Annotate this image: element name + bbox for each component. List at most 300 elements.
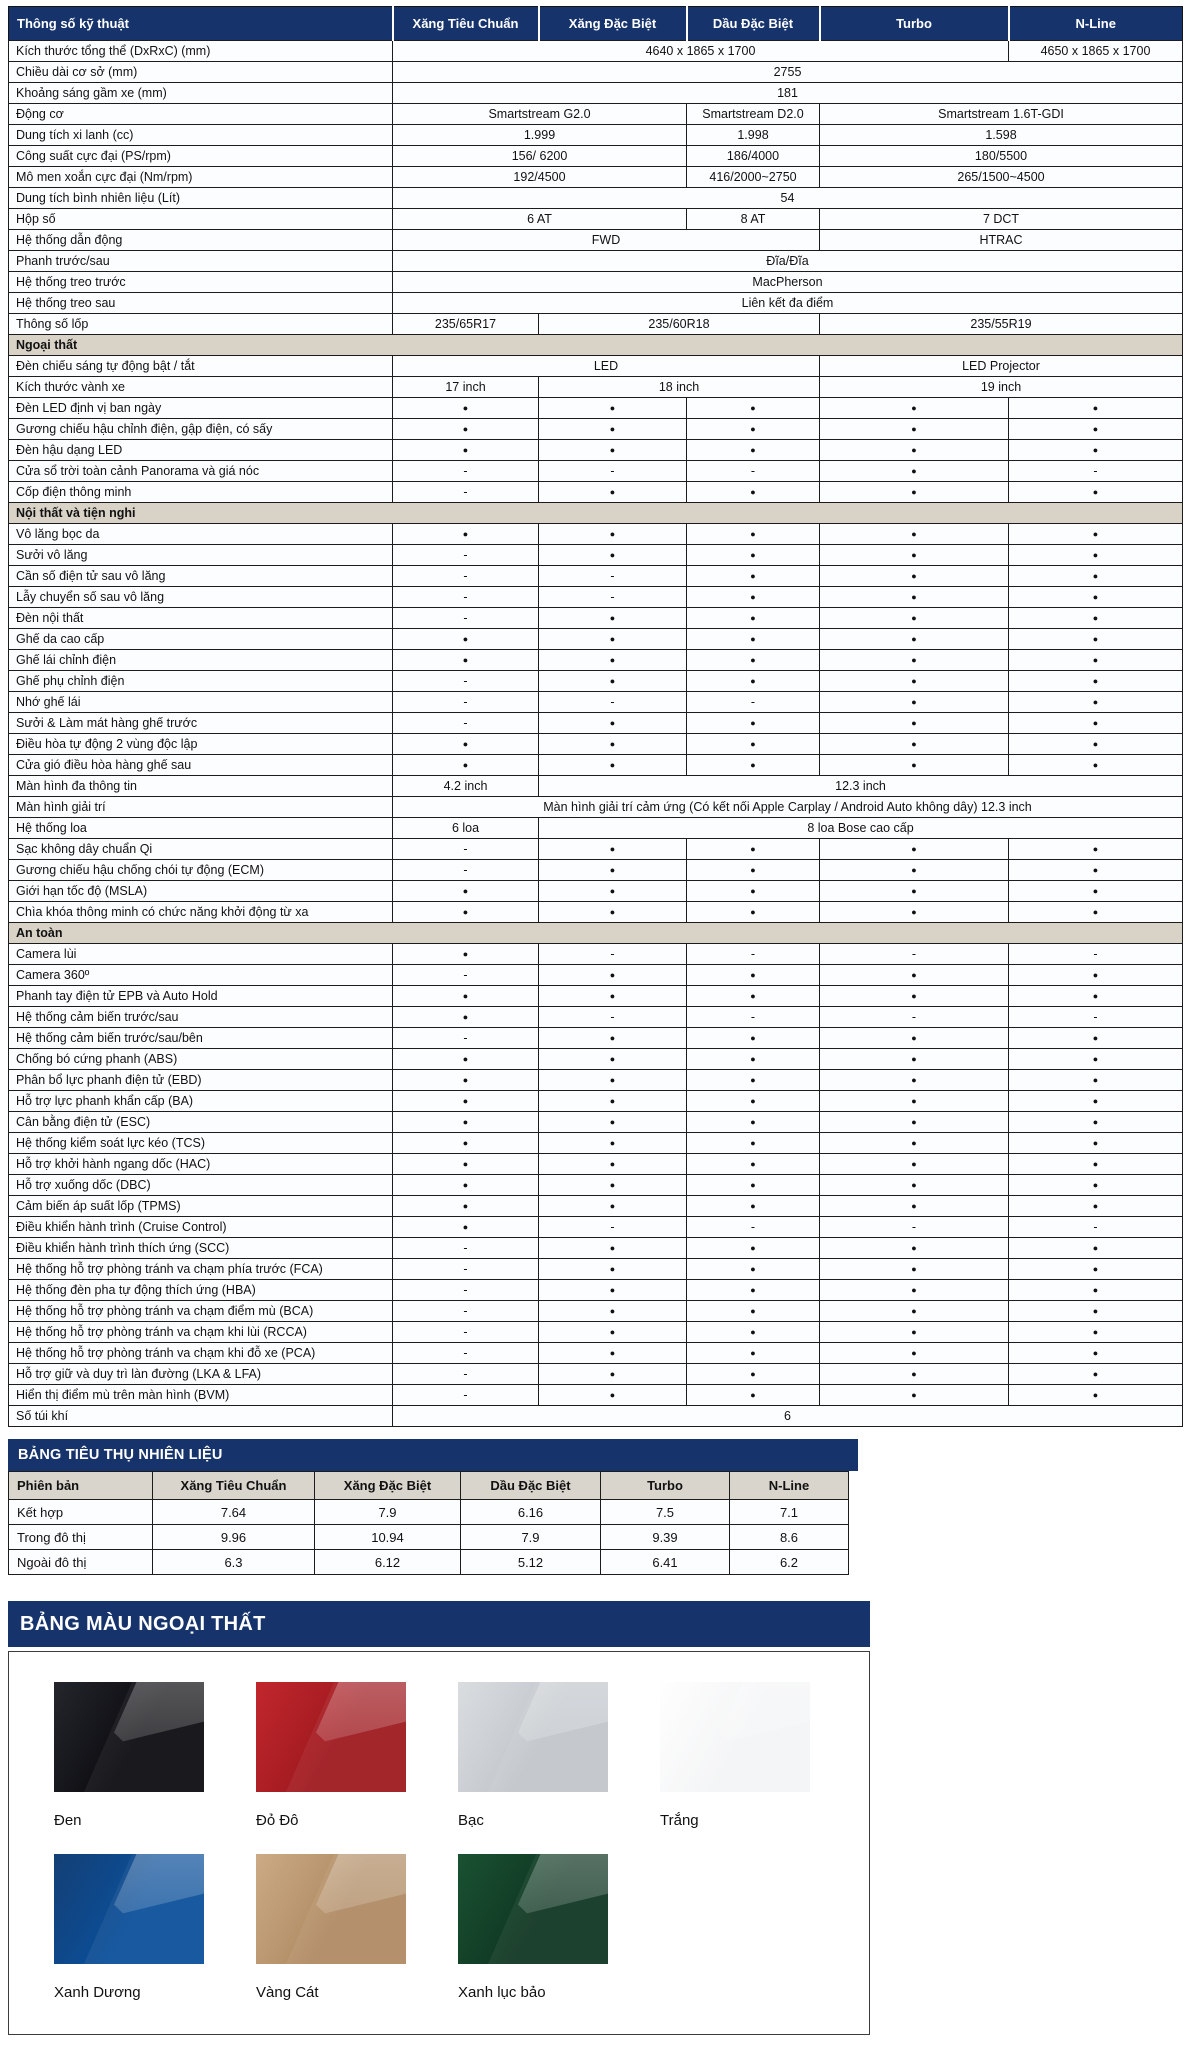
exterior-colors-grid [8, 1651, 870, 2035]
row-label: Số túi khí [9, 1406, 393, 1427]
value-cell: 6 loa [393, 818, 539, 839]
value-cell: ● [1009, 671, 1183, 692]
value-cell: ● [1009, 440, 1183, 461]
value-cell: ● [687, 1322, 820, 1343]
table-row [9, 188, 1183, 209]
spec-col-header: Dầu Đặc Biệt [687, 7, 820, 41]
value-cell: ● [687, 755, 820, 776]
row-label: Kích thước vành xe [9, 377, 393, 398]
color-swatch [256, 1854, 406, 1964]
value-cell: ● [539, 398, 687, 419]
spec-table [8, 6, 1183, 1427]
value-cell: ● [1009, 755, 1183, 776]
value-cell: ● [393, 1196, 539, 1217]
value-cell: Smartstream G2.0 [393, 104, 687, 125]
value-cell: ● [687, 629, 820, 650]
value-cell: 1.998 [687, 125, 820, 146]
fuel-value-cell: 6.41 [601, 1550, 730, 1575]
value-cell: ● [820, 860, 1009, 881]
value-cell: ● [687, 1301, 820, 1322]
table-row [9, 965, 1183, 986]
row-label: Hiển thị điểm mù trên màn hình (BVM) [9, 1385, 393, 1406]
value-cell: ● [539, 1091, 687, 1112]
value-cell: ● [1009, 1154, 1183, 1175]
row-label: Ghế lái chỉnh điện [9, 650, 393, 671]
value-cell: ● [1009, 398, 1183, 419]
table-row [9, 1154, 1183, 1175]
value-cell: - [393, 671, 539, 692]
color-name: Bạc [458, 1812, 484, 1829]
value-cell: - [820, 944, 1009, 965]
color-name: Xanh Dương [54, 1984, 141, 2001]
value-cell: ● [1009, 965, 1183, 986]
value-cell: Smartstream 1.6T-GDI [820, 104, 1183, 125]
value-cell: ● [539, 1070, 687, 1091]
value-cell: ● [539, 1301, 687, 1322]
value-cell: ● [539, 902, 687, 923]
fuel-header-label: Phiên bản [9, 1472, 153, 1500]
value-cell: - [393, 1364, 539, 1385]
value-cell: LED [393, 356, 820, 377]
row-label: Sạc không dây chuẩn Qi [9, 839, 393, 860]
value-cell: 18 inch [539, 377, 820, 398]
value-cell: 19 inch [820, 377, 1183, 398]
value-cell: - [393, 587, 539, 608]
fuel-value-cell: 7.5 [601, 1500, 730, 1525]
table-row [9, 713, 1183, 734]
row-label: Vô lăng bọc da [9, 524, 393, 545]
value-cell: - [393, 965, 539, 986]
row-label: Chiều dài cơ sở (mm) [9, 62, 393, 83]
value-cell: ● [539, 419, 687, 440]
value-cell: 12.3 inch [539, 776, 1183, 797]
value-cell: ● [687, 482, 820, 503]
value-cell: ● [539, 629, 687, 650]
value-cell: ● [820, 608, 1009, 629]
value-cell: ● [1009, 419, 1183, 440]
fuel-table-body [9, 1500, 849, 1575]
value-cell: ● [820, 692, 1009, 713]
value-cell: ● [687, 1175, 820, 1196]
value-cell: ● [1009, 1196, 1183, 1217]
value-cell: ● [1009, 839, 1183, 860]
value-cell: ● [1009, 860, 1183, 881]
row-label: Màn hình giải trí [9, 797, 393, 818]
section-row [9, 503, 1183, 524]
value-cell: ● [1009, 902, 1183, 923]
value-cell: ● [1009, 608, 1183, 629]
value-cell: ● [687, 545, 820, 566]
value-cell: ● [539, 881, 687, 902]
value-cell: ● [393, 1070, 539, 1091]
row-label: Cần số điện tử sau vô lăng [9, 566, 393, 587]
value-cell: - [687, 944, 820, 965]
value-cell: ● [687, 566, 820, 587]
table-row [9, 1049, 1183, 1070]
row-label: Động cơ [9, 104, 393, 125]
value-cell: ● [1009, 1112, 1183, 1133]
value-cell: ● [687, 1343, 820, 1364]
value-cell: ● [1009, 1175, 1183, 1196]
row-label: Phanh tay điện tử EPB và Auto Hold [9, 986, 393, 1007]
value-cell: ● [539, 755, 687, 776]
value-cell: ● [820, 1343, 1009, 1364]
table-row [9, 1196, 1183, 1217]
spec-col-header: Xăng Đặc Biệt [539, 7, 687, 41]
table-row [9, 62, 1183, 83]
row-label: Điều khiển hành trình thích ứng (SCC) [9, 1238, 393, 1259]
value-cell: ● [820, 713, 1009, 734]
value-cell: ● [687, 839, 820, 860]
value-cell: - [1009, 1007, 1183, 1028]
value-cell: - [393, 1322, 539, 1343]
table-row [9, 1301, 1183, 1322]
value-cell: ● [687, 398, 820, 419]
spec-col-header: Xăng Tiêu Chuẩn [393, 7, 539, 41]
fuel-table [8, 1471, 849, 1575]
fuel-value-cell: 8.6 [730, 1525, 849, 1550]
color-swatch [54, 1682, 204, 1792]
row-label: Chống bó cứng phanh (ABS) [9, 1049, 393, 1070]
table-row [9, 986, 1183, 1007]
value-cell: ● [820, 1175, 1009, 1196]
fuel-value-cell: 9.39 [601, 1525, 730, 1550]
table-row [9, 524, 1183, 545]
value-cell: ● [687, 860, 820, 881]
table-row [9, 734, 1183, 755]
color-item [54, 1682, 204, 1830]
table-row [9, 398, 1183, 419]
row-label: Sưởi & Làm mát hàng ghế trước [9, 713, 393, 734]
value-cell: - [539, 587, 687, 608]
value-cell: ● [687, 650, 820, 671]
row-label: Hệ thống đèn pha tự động thích ứng (HBA) [9, 1280, 393, 1301]
value-cell: ● [393, 524, 539, 545]
row-label: Hỗ trợ khởi hành ngang dốc (HAC) [9, 1154, 393, 1175]
row-label: Cửa sổ trời toàn cảnh Panorama và giá nóc [9, 461, 393, 482]
value-cell: - [539, 944, 687, 965]
row-label: Hộp số [9, 209, 393, 230]
value-cell: 235/65R17 [393, 314, 539, 335]
value-cell: ● [820, 1028, 1009, 1049]
fuel-value-cell: 6.12 [315, 1550, 461, 1575]
value-cell: ● [687, 1112, 820, 1133]
value-cell: ● [1009, 566, 1183, 587]
fuel-col-header: Turbo [601, 1472, 730, 1500]
value-cell: - [393, 1238, 539, 1259]
value-cell: ● [1009, 1133, 1183, 1154]
value-cell: Đĩa/Đĩa [393, 251, 1183, 272]
row-label: Hệ thống dẫn động [9, 230, 393, 251]
color-item [458, 1854, 608, 2002]
spec-col-header: Turbo [820, 7, 1009, 41]
fuel-row [9, 1500, 849, 1525]
value-cell: ● [539, 1322, 687, 1343]
table-row [9, 944, 1183, 965]
value-cell: 416/2000~2750 [687, 167, 820, 188]
row-label: Lẫy chuyển số sau vô lăng [9, 587, 393, 608]
row-label: Hệ thống treo sau [9, 293, 393, 314]
table-row [9, 440, 1183, 461]
row-label: Hệ thống hỗ trợ phòng tránh va chạm phía trước (FCA) [9, 1259, 393, 1280]
value-cell: ● [820, 734, 1009, 755]
value-cell: - [393, 1343, 539, 1364]
table-row [9, 1280, 1183, 1301]
row-label: Hệ thống kiểm soát lực kéo (TCS) [9, 1133, 393, 1154]
value-cell: ● [820, 1133, 1009, 1154]
fuel-table-header [9, 1472, 849, 1500]
value-cell: ● [1009, 1364, 1183, 1385]
table-row [9, 671, 1183, 692]
fuel-col-header: Dầu Đặc Biệt [461, 1472, 601, 1500]
value-cell: 235/60R18 [539, 314, 820, 335]
section-title: Ngoại thất [9, 335, 1183, 356]
value-cell: ● [820, 1091, 1009, 1112]
value-cell: ● [1009, 1322, 1183, 1343]
fuel-row [9, 1525, 849, 1550]
value-cell: 180/5500 [820, 146, 1183, 167]
value-cell: ● [687, 1196, 820, 1217]
value-cell: ● [539, 482, 687, 503]
value-cell: ● [687, 1070, 820, 1091]
value-cell: - [393, 1028, 539, 1049]
row-label: Cân bằng điện tử (ESC) [9, 1112, 393, 1133]
value-cell: - [393, 1301, 539, 1322]
value-cell: - [393, 1280, 539, 1301]
value-cell: MacPherson [393, 272, 1183, 293]
value-cell: 8 loa Bose cao cấp [539, 818, 1183, 839]
value-cell: - [393, 608, 539, 629]
value-cell: ● [539, 965, 687, 986]
row-label: Ghế phụ chỉnh điện [9, 671, 393, 692]
table-row [9, 1028, 1183, 1049]
value-cell: ● [687, 1049, 820, 1070]
value-cell: ● [820, 545, 1009, 566]
value-cell: ● [1009, 1028, 1183, 1049]
color-name: Đỏ Đô [256, 1812, 299, 1829]
row-label: Hệ thống cảm biến trước/sau [9, 1007, 393, 1028]
value-cell: - [393, 1259, 539, 1280]
row-label: Hỗ trợ xuống dốc (DBC) [9, 1175, 393, 1196]
value-cell: ● [687, 671, 820, 692]
value-cell: ● [1009, 692, 1183, 713]
value-cell: ● [687, 440, 820, 461]
value-cell: ● [687, 1259, 820, 1280]
value-cell: ● [393, 629, 539, 650]
row-label: Hỗ trợ giữ và duy trì làn đường (LKA & LFA) [9, 1364, 393, 1385]
value-cell: ● [687, 713, 820, 734]
table-row [9, 650, 1183, 671]
spec-header-label: Thông số kỹ thuật [9, 7, 393, 41]
value-cell: ● [539, 1238, 687, 1259]
value-cell: ● [539, 1175, 687, 1196]
value-cell: ● [1009, 629, 1183, 650]
table-row [9, 1175, 1183, 1196]
value-cell: ● [393, 398, 539, 419]
value-cell: ● [820, 398, 1009, 419]
value-cell: 181 [393, 83, 1183, 104]
table-row [9, 272, 1183, 293]
value-cell: ● [687, 1385, 820, 1406]
value-cell: ● [687, 986, 820, 1007]
value-cell: ● [1009, 1301, 1183, 1322]
value-cell: ● [1009, 1259, 1183, 1280]
section-title: An toàn [9, 923, 1183, 944]
value-cell: ● [687, 1091, 820, 1112]
value-cell: ● [820, 1322, 1009, 1343]
value-cell: ● [820, 986, 1009, 1007]
spec-table-header [9, 7, 1183, 41]
value-cell: - [539, 461, 687, 482]
value-cell: ● [539, 1364, 687, 1385]
value-cell: 4650 x 1865 x 1700 [1009, 41, 1183, 62]
value-cell: ● [687, 902, 820, 923]
value-cell: ● [393, 1091, 539, 1112]
row-label: Dung tích bình nhiên liệu (Lít) [9, 188, 393, 209]
value-cell: 235/55R19 [820, 314, 1183, 335]
row-label: Giới hạn tốc độ (MSLA) [9, 881, 393, 902]
row-label: Phân bổ lực phanh điện tử (EBD) [9, 1070, 393, 1091]
fuel-row-label: Trong đô thị [9, 1525, 153, 1550]
value-cell: - [539, 1217, 687, 1238]
row-label: Chìa khóa thông minh có chức năng khởi động từ xa [9, 902, 393, 923]
value-cell: ● [820, 1364, 1009, 1385]
value-cell: 7 DCT [820, 209, 1183, 230]
table-row [9, 1112, 1183, 1133]
value-cell: ● [393, 1049, 539, 1070]
table-row [9, 818, 1183, 839]
fuel-value-cell: 6.2 [730, 1550, 849, 1575]
table-row [9, 230, 1183, 251]
value-cell: ● [820, 1112, 1009, 1133]
value-cell: ● [539, 1280, 687, 1301]
value-cell: ● [539, 1133, 687, 1154]
color-swatch [660, 1682, 810, 1792]
value-cell: ● [1009, 1280, 1183, 1301]
value-cell: ● [1009, 482, 1183, 503]
value-cell: ● [687, 524, 820, 545]
value-cell: ● [393, 881, 539, 902]
value-cell: ● [687, 1154, 820, 1175]
value-cell: ● [1009, 986, 1183, 1007]
value-cell: ● [393, 1007, 539, 1028]
table-row [9, 881, 1183, 902]
value-cell: 4640 x 1865 x 1700 [393, 41, 1009, 62]
value-cell: - [539, 566, 687, 587]
table-row [9, 146, 1183, 167]
fuel-value-cell: 7.9 [315, 1500, 461, 1525]
value-cell: ● [393, 755, 539, 776]
color-item [256, 1682, 406, 1830]
row-label: Hệ thống loa [9, 818, 393, 839]
value-cell: ● [820, 587, 1009, 608]
value-cell: ● [687, 1028, 820, 1049]
value-cell: 156/ 6200 [393, 146, 687, 167]
value-cell: ● [687, 419, 820, 440]
table-row [9, 251, 1183, 272]
row-label: Hệ thống hỗ trợ phòng tránh va chạm khi đỗ xe (PCA) [9, 1343, 393, 1364]
value-cell: ● [539, 713, 687, 734]
value-cell: ● [1009, 1049, 1183, 1070]
row-label: Màn hình đa thông tin [9, 776, 393, 797]
value-cell: ● [393, 419, 539, 440]
value-cell: ● [1009, 587, 1183, 608]
table-row [9, 167, 1183, 188]
value-cell: Màn hình giải trí cảm ứng (Có kết nối Apple Carplay / Android Auto không dây) 12.3 inch [393, 797, 1183, 818]
value-cell: ● [393, 986, 539, 1007]
value-cell: - [1009, 461, 1183, 482]
fuel-table-title: BẢNG TIÊU THỤ NHIÊN LIỆU [8, 1439, 858, 1471]
row-label: Camera lùi [9, 944, 393, 965]
row-label: Hệ thống treo trước [9, 272, 393, 293]
row-label: Gương chiếu hậu chỉnh điện, gập điện, có sấy [9, 419, 393, 440]
value-cell: ● [539, 524, 687, 545]
spec-col-header: N-Line [1009, 7, 1183, 41]
value-cell: ● [1009, 1238, 1183, 1259]
value-cell: ● [820, 839, 1009, 860]
value-cell: ● [687, 1238, 820, 1259]
row-label: Công suất cực đại (PS/rpm) [9, 146, 393, 167]
value-cell: 6 [393, 1406, 1183, 1427]
value-cell: ● [539, 608, 687, 629]
table-row [9, 1007, 1183, 1028]
table-row [9, 1217, 1183, 1238]
table-row [9, 83, 1183, 104]
value-cell: - [820, 1007, 1009, 1028]
fuel-value-cell: 10.94 [315, 1525, 461, 1550]
exterior-colors-title: BẢNG MÀU NGOẠI THẤT [8, 1601, 870, 1647]
table-row [9, 482, 1183, 503]
value-cell: ● [1009, 881, 1183, 902]
value-cell: ● [820, 902, 1009, 923]
value-cell: ● [1009, 1070, 1183, 1091]
row-label: Hệ thống hỗ trợ phòng tránh va chạm điểm mù (BCA) [9, 1301, 393, 1322]
row-label: Điều hòa tự động 2 vùng độc lập [9, 734, 393, 755]
value-cell: - [393, 1385, 539, 1406]
section-row [9, 923, 1183, 944]
table-row [9, 755, 1183, 776]
row-label: Hệ thống cảm biến trước/sau/bên [9, 1028, 393, 1049]
value-cell: ● [1009, 524, 1183, 545]
value-cell: ● [1009, 1385, 1183, 1406]
value-cell: 8 AT [687, 209, 820, 230]
row-label: Ghế da cao cấp [9, 629, 393, 650]
table-row [9, 377, 1183, 398]
value-cell: - [393, 692, 539, 713]
value-cell: - [393, 839, 539, 860]
value-cell: ● [1009, 1343, 1183, 1364]
value-cell: ● [687, 1133, 820, 1154]
table-row [9, 104, 1183, 125]
row-label: Đèn nội thất [9, 608, 393, 629]
value-cell: ● [820, 1070, 1009, 1091]
table-row [9, 629, 1183, 650]
color-swatch [458, 1854, 608, 1964]
value-cell: ● [393, 1133, 539, 1154]
row-label: Khoảng sáng gầm xe (mm) [9, 83, 393, 104]
value-cell: ● [820, 671, 1009, 692]
value-cell: ● [1009, 1091, 1183, 1112]
value-cell: ● [820, 650, 1009, 671]
value-cell: ● [539, 1343, 687, 1364]
table-row [9, 860, 1183, 881]
value-cell: ● [687, 1280, 820, 1301]
value-cell: ● [687, 965, 820, 986]
color-item [256, 1854, 406, 2002]
value-cell: ● [539, 839, 687, 860]
value-cell: ● [539, 1196, 687, 1217]
table-row [9, 314, 1183, 335]
